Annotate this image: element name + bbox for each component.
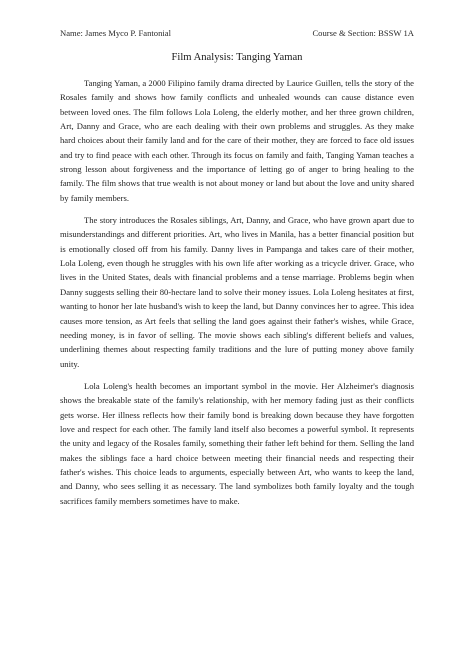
page-header [60, 28, 414, 39]
paragraph-1: Tanging Yaman, a 2000 Filipino family drama directed by Laurice Guillen, tells the story of the Rosales family and shows how family conflicts and unhealed wounds can cause distance even between loved ones. The film follows Lola Loleng, the elderly mother, and her three grown children, Art, Danny and Grace, who are each dealing with their own problems and struggles. As they make hard choices about their family land and for the care of their mother, they are forced to face old issues and try to find peace with each other. Through its focus on family and faith, Tanging Yaman teaches a strong lesson about forgiveness and the importance of letting go of anger to bring healing to the family. The film shows that true wealth is not about money or land but about the love and unity shared by family members. [60, 78, 414, 203]
document-title: Film Analysis: Tanging Yaman [171, 52, 303, 63]
paragraph-2: The story introduces the Rosales siblings, Art, Danny, and Grace, who have grown apart due to misunderstandings and different priorities. Art, who lives in Manila, has a better financial position but is emotionally closed off from his family. Danny lives in Pampanga and takes care of their mother, Lola Loleng, even though he struggles with his own life after working as a tricycle driver. Grace, who lives in the United States, deals with financial problems and a tense marriage. Problems begin when Danny suggests selling their 80-hectare land to solve their money issues. Lola Loleng hesitates at first, wanting to honor her late husband's wish to keep the land, but Danny convinces her to agree. This idea causes more tension, as Art feels that selling the land goes against their father's wishes, while Grace, needing money, is in favor of selling. The movie shows each sibling's different beliefs and values, underlining themes about respecting family traditions and the lure of putting money above family unity. [60, 215, 414, 369]
author-name: Name: James Myco P. Fantonial [60, 28, 171, 38]
paragraph-3: Lola Loleng's health becomes an important symbol in the movie. Her Alzheimer's diagnosis shows the breakable state of the family's relationship, with her memory fading just as their conflicts gets worse. Her illness reflects how their family bond is breaking down because they have forgotten love and respect for each other. The family land itself also becomes a powerful symbol. It represents the unity and legacy of the Rosales family, something their father left behind for them. Selling the land makes the siblings face a hard choice between meeting their financial needs and respecting their father's wishes. This choice leads to arguments, especially between Art, who wants to keep the land, and Danny, who sees selling it as necessary. The land symbolizes both family loyalty and the tough sacrifices family members sometimes have to make. [60, 380, 414, 506]
course-section: Course & Section: BSSW 1A [312, 28, 414, 38]
